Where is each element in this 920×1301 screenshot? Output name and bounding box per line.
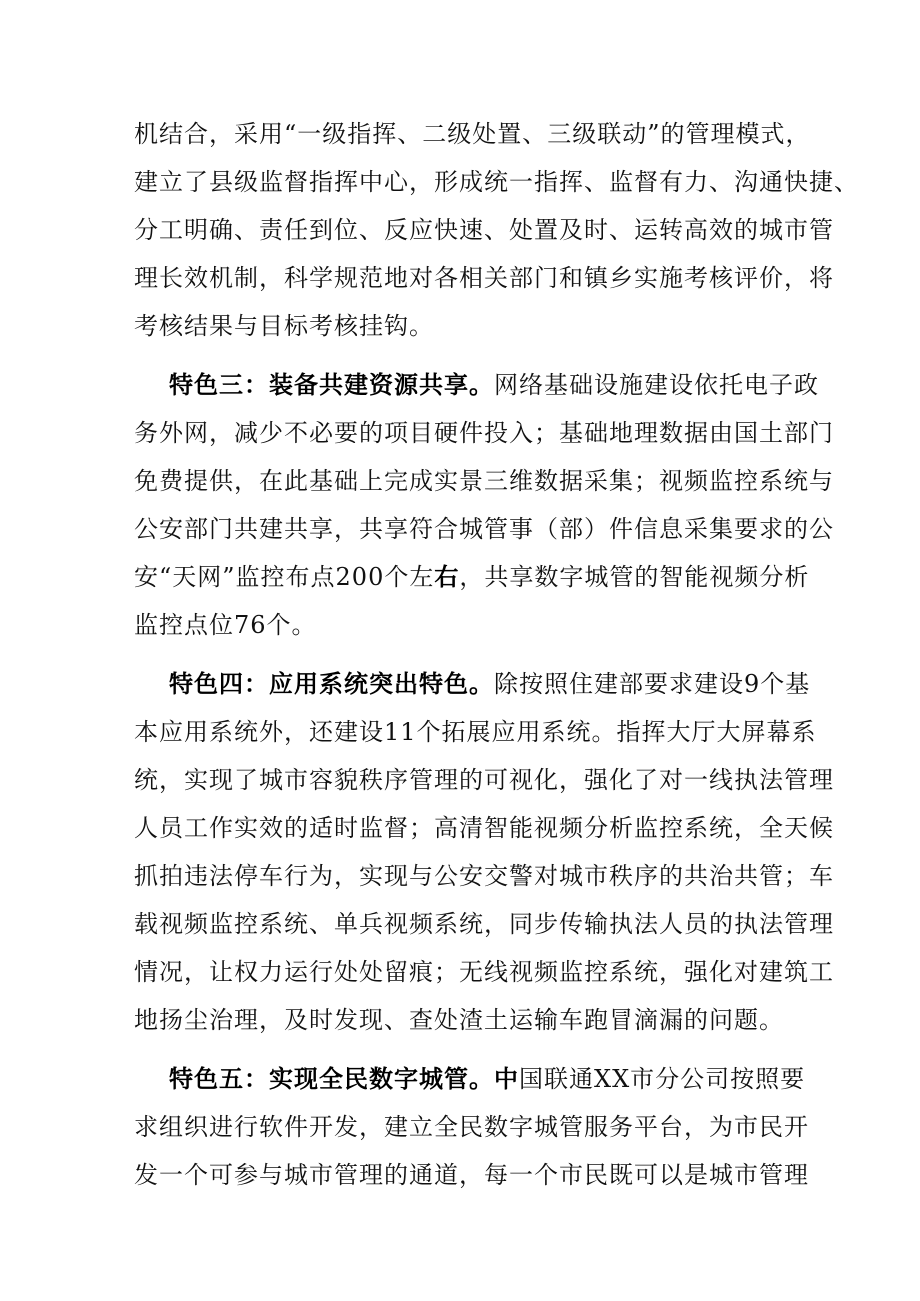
text-line: 统，实现了城市容貌秩序管理的可视化，强化了对一线执法管理 (134, 766, 834, 794)
bold-character: 右 (434, 563, 460, 591)
text-segment: 网络基础设施建设依托电子政 (494, 371, 819, 399)
text-line: 公安部门共建共享，共享符合城管事（部）件信息采集要求的公 (134, 515, 834, 543)
text-line: 建立了县级监督指挥中心，形成统一指挥、监督有力、沟通快捷、 (134, 168, 859, 196)
text-line: 免费提供，在此基础上完成实景三维数据采集；视频监控系统与 (134, 467, 834, 495)
text-line: 理长效机制，科学规范地对各相关部门和镇乡实施考核评价，将 (134, 264, 834, 292)
paragraph-feature-four (134, 660, 834, 1044)
text-line: 求组织进行软件开发，建立全民数字城管服务平台，为市民开 (134, 1113, 809, 1141)
text-line: 载视频监控系统、单兵视频系统，同步传输执法人员的执法管理 (134, 910, 834, 938)
text-line: 地扬尘治理，及时发现、查处渣土运输车跑冒滴漏的问题。 (134, 1006, 784, 1034)
paragraph-gap (134, 1044, 814, 1055)
text-line: 本应用系统外，还建设11个拓展应用系统。指挥大厅大屏幕系 (134, 718, 817, 746)
paragraph-management-model (134, 110, 859, 350)
feature-five-heading: 特色五：实现全民数字城管。中 (169, 1065, 519, 1093)
paragraph-gap (134, 350, 814, 361)
text-segment: ，共享数字城管的智能视频分析 (459, 563, 810, 591)
text-line: 务外网，减少不必要的项目硬件投入；基础地理数据由国土部门 (134, 419, 834, 447)
paragraph-feature-three (134, 361, 834, 649)
text-line (134, 660, 814, 708)
text-line: 监控点位76个。 (134, 611, 317, 639)
paragraph-gap (134, 649, 814, 660)
text-segment: 除按照住建部要求建设9个基 (494, 670, 811, 698)
text-segment: 安“天网”监控布点200个左 (134, 563, 435, 591)
text-line: 人员工作实效的适时监督；高清智能视频分析监控系统，全天候 (134, 814, 834, 842)
text-line: 抓拍违法停车行为，实现与公安交警对城市秩序的共治共管；车 (134, 862, 834, 890)
text-line (134, 361, 819, 409)
document-body (134, 110, 859, 1199)
text-line: 发一个可参与城市管理的通道，每一个市民既可以是城市管理 (134, 1161, 809, 1189)
feature-three-heading: 特色三：装备共建资源共享。 (169, 371, 494, 399)
text-segment: 国联通XX市分公司按照要 (519, 1065, 806, 1093)
paragraph-feature-five (134, 1055, 814, 1199)
text-line (134, 553, 814, 601)
text-line (134, 1055, 814, 1103)
feature-four-heading: 特色四：应用系统突出特色。 (169, 670, 494, 698)
text-line: 机结合，采用“一级指挥、二级处置、三级联动”的管理模式， (134, 120, 811, 148)
text-line: 分工明确、责任到位、反应快速、处置及时、运转高效的城市管 (134, 216, 834, 244)
text-line: 情况，让权力运行处处留痕；无线视频监控系统，强化对建筑工 (134, 958, 834, 986)
text-line: 考核结果与目标考核挂钩。 (134, 312, 434, 340)
